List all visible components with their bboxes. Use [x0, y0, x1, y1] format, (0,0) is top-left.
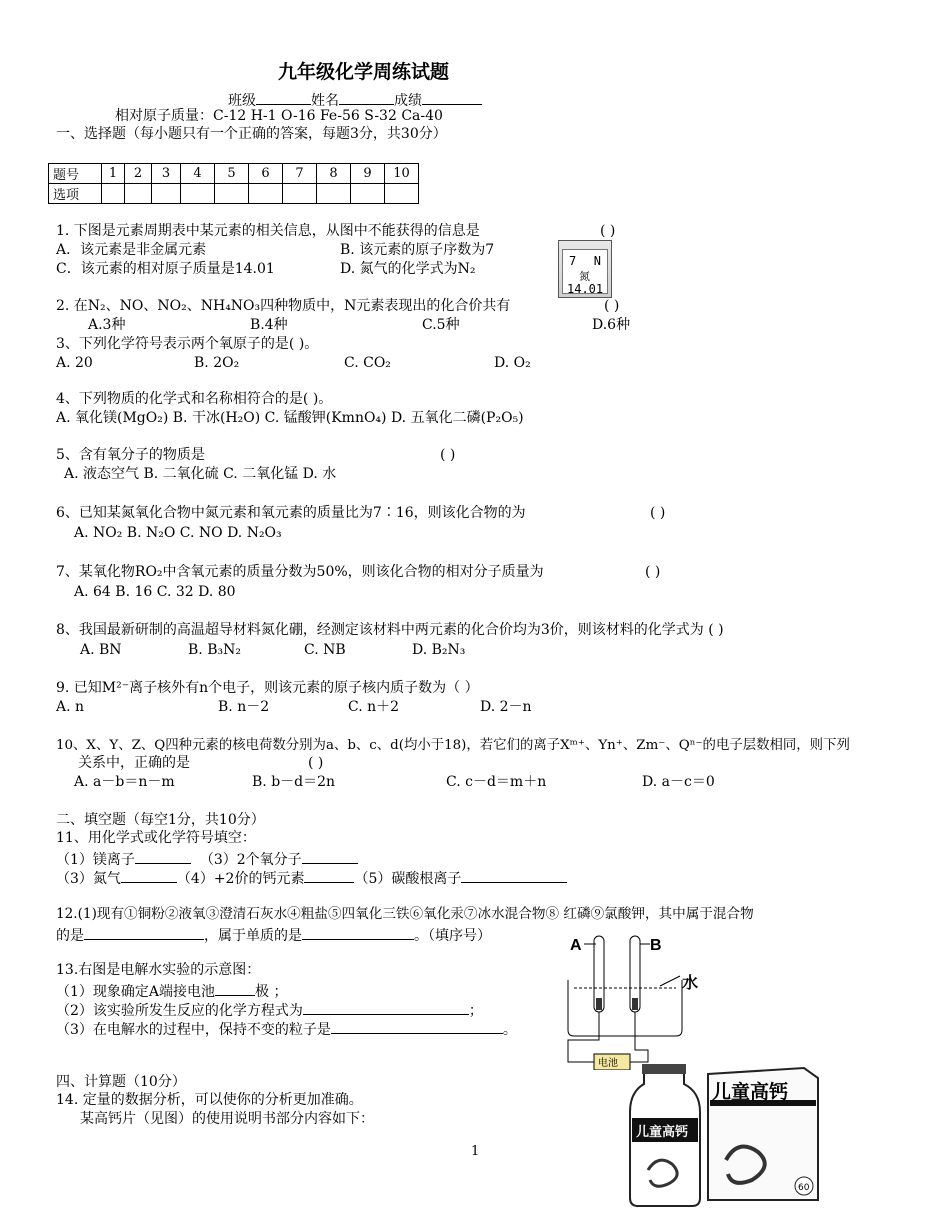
q10-stem: 10、X、Y、Z、Q四种元素的核电荷数分别为a、b、c、d(均小于18)，若它们的离子Xᵐ⁺、Yn⁺、Zm⁻、Qⁿ⁻的电子层数相同，则下列: [56, 738, 850, 753]
answer-cell[interactable]: [283, 184, 317, 204]
q1-paren: ( ): [600, 223, 616, 239]
table-cell-number: 1: [102, 164, 125, 184]
table-cell-number: 4: [181, 164, 215, 184]
q9-option-a: A. n: [56, 699, 85, 715]
q6-stem: 6、已知某氮氧化合物中氮元素和氧元素的质量比为7∶16，则该化合物的为: [56, 505, 526, 521]
q11-label-4: （4）+2价的钙元素: [176, 871, 305, 887]
table-row-answers: [49, 184, 419, 204]
q2-option-b: B.4种: [250, 317, 288, 333]
q13-label-1: （1）现象确定A端接电池: [56, 984, 216, 1000]
q8-option-d: D. B₂N₃: [412, 642, 466, 658]
table-cell-number: 10: [385, 164, 419, 184]
q1-option-d: D. 氮气的化学式为N₂: [340, 261, 476, 277]
q14-stem-2: 某高钙片（见图）的使用说明书部分内容如下：: [80, 1111, 374, 1127]
answer-cell[interactable]: [125, 184, 152, 204]
name-blank[interactable]: [339, 90, 394, 105]
answer-blank[interactable]: [84, 925, 204, 940]
score-label: 成绩: [394, 93, 422, 109]
class-label: 班级: [228, 93, 256, 109]
q3-option-c: C. CO₂: [344, 355, 391, 371]
q8-option-a: A. BN: [80, 642, 122, 658]
q9-option-c: C. n＋2: [348, 699, 400, 715]
q7-stem: 7、某氧化物RO₂中含氧元素的质量分数为50%，则该化合物的相对分子质量为: [56, 564, 544, 580]
q11-label-2: （3）2个氧分子: [199, 852, 302, 868]
answer-cell[interactable]: [385, 184, 419, 204]
q4-options: A. 氧化镁(MgO₂) B. 干冰(H₂O) C. 锰酸钾(KmnO₄) D. 五氧化二磷(P₂O₅): [56, 410, 524, 426]
page-number: 1: [471, 1144, 480, 1159]
atomic-mass-line: 相对原子质量：C-12 H-1 O-16 Fe-56 S-32 Ca-40: [115, 108, 443, 124]
answer-table: [48, 163, 419, 204]
q2-option-d: D.6种: [592, 317, 631, 333]
answer-blank[interactable]: [121, 868, 177, 883]
bottle-cap-icon: [642, 1064, 686, 1074]
box-product-name: 儿童高钙: [712, 1081, 789, 1103]
q13-label-2b: ；: [468, 1003, 483, 1019]
table-cell-number: 8: [317, 164, 351, 184]
table-cell-number: 6: [249, 164, 283, 184]
q13-label-2: （2）该实验所发生反应的化学方程式为: [56, 1003, 303, 1019]
element-number: 7: [569, 254, 577, 268]
q1-option-b: B. 该元素的原子序数为7: [340, 242, 495, 258]
q12-label-3: 。（填序号）: [414, 928, 491, 944]
label-b: B: [650, 937, 662, 954]
q5-paren: ( ): [440, 447, 456, 463]
q6-options: A. NO₂ B. N₂O C. NO D. N₂O₃: [74, 525, 282, 541]
q8-option-c: C. NB: [304, 642, 346, 658]
q2-option-c: C.5种: [422, 317, 460, 333]
q2-paren: ( ): [604, 298, 620, 314]
element-name: 氮: [579, 270, 590, 283]
answer-cell[interactable]: [249, 184, 283, 204]
q12-label-2: ，属于单质的是: [204, 928, 302, 944]
q11-label-3: （3）氮气: [56, 871, 121, 887]
q5-stem: 5、含有氧分子的物质是: [56, 447, 205, 463]
q7-paren: ( ): [645, 564, 661, 580]
q12-line1: 12.(1)现有①铜粉②液氧③澄清石灰水④粗盐⑤四氧化三铁⑥氧化汞⑦冰水混合物⑧ 红磷⑨氯酸钾，其中属于混合物: [56, 906, 754, 922]
q10-option-b: B. b－d＝2n: [252, 774, 336, 790]
q2-stem: 2. 在N₂、NO、NO₂、NH₄NO₃四种物质中，N元素表现出的化合价共有: [56, 298, 511, 314]
table-cell-number: 3: [152, 164, 181, 184]
answer-blank[interactable]: [302, 925, 414, 940]
q10-stem-2: 关系中，正确的是: [78, 755, 190, 771]
electrode-b: [632, 998, 638, 1010]
answer-blank[interactable]: [215, 981, 255, 996]
q9-option-b: B. n－2: [218, 699, 270, 715]
q5-options: A. 液态空气 B. 二氧化硫 C. 二氧化锰 D. 水: [64, 466, 337, 482]
answer-cell[interactable]: [102, 184, 125, 204]
table-row-numbers: [49, 164, 419, 184]
water-pointer: [660, 976, 680, 986]
q12-label-1: 的是: [56, 928, 84, 944]
table-header-number: 题号: [49, 164, 102, 184]
q1-stem: 1. 下图是元素周期表中某元素的相关信息，从图中不能获得的信息是: [56, 223, 480, 239]
q13-label-3: （3）在电解水的过程中，保持不变的粒子是: [56, 1022, 331, 1038]
answer-blank[interactable]: [303, 1000, 469, 1015]
q11-line2: [56, 868, 567, 888]
q14-stem: 14. 定量的数据分析，可以使你的分析更加准确。: [56, 1092, 363, 1108]
element-card: [558, 240, 612, 298]
section4-heading: 四、计算题（10分）: [56, 1074, 186, 1090]
page-title: 九年级化学周练试题: [278, 61, 450, 83]
table-cell-number: 7: [283, 164, 317, 184]
table-header-option: 选项: [49, 184, 102, 204]
q10-option-c: C. c－d＝m＋n: [446, 774, 547, 790]
element-mass: 14.01: [567, 282, 604, 296]
q13-line3: [56, 1019, 517, 1039]
table-cell-number: 5: [215, 164, 249, 184]
q13-label-3b: 。: [502, 1022, 517, 1038]
q13-label-1b: 极 ；: [255, 984, 288, 1000]
student-info: [228, 90, 482, 110]
label-a: A: [570, 937, 582, 954]
answer-cell[interactable]: [152, 184, 181, 204]
q7-options: A. 64 B. 16 C. 32 D. 80: [74, 584, 236, 600]
product-count: 60: [798, 1183, 810, 1193]
table-cell-number: 9: [351, 164, 385, 184]
element-symbol: N: [593, 254, 601, 268]
answer-cell[interactable]: [317, 184, 351, 204]
q10-option-a: A. a－b＝n－m: [74, 774, 175, 790]
q3-option-a: A. 20: [56, 355, 93, 371]
score-blank[interactable]: [422, 90, 482, 105]
q3-option-b: B. 2O₂: [194, 355, 240, 371]
q11-label-1: （1）镁离子: [56, 852, 135, 868]
q3-option-d: D. O₂: [494, 355, 531, 371]
section1-heading: 一、选择题（每小题只有一个正确的答案，每题3分，共30分）: [56, 126, 447, 142]
answer-blank[interactable]: [461, 868, 567, 883]
q11-stem: 11、用化学式或化学符号填空：: [56, 830, 256, 846]
bottle-product-name: 儿童高钙: [636, 1125, 689, 1140]
electrolysis-diagram: [560, 932, 710, 1070]
answer-cell[interactable]: [351, 184, 385, 204]
wire-b: [630, 1012, 648, 1062]
q6-paren: ( ): [650, 505, 666, 521]
answer-cell[interactable]: [181, 184, 215, 204]
q9-option-d: D. 2－n: [480, 699, 532, 715]
q1-option-c: C．该元素的相对原子质量是14.01: [56, 261, 275, 277]
q13-line2: [56, 1000, 483, 1020]
answer-blank[interactable]: [304, 868, 354, 883]
q3-stem: 3、下列化学符号表示两个氧原子的是( )。: [56, 336, 319, 352]
q4-stem: 4、下列物质的化学式和名称相符合的是( )。: [56, 391, 333, 407]
q10-paren: ( ): [308, 755, 324, 771]
name-label: 姓名: [311, 93, 339, 109]
q8-option-b: B. B₃N₂: [188, 642, 241, 658]
label-water: 水: [682, 975, 699, 992]
calcium-product-image: [628, 1060, 824, 1210]
class-blank[interactable]: [256, 90, 311, 105]
answer-blank[interactable]: [331, 1019, 503, 1034]
q13-line1: [56, 981, 287, 1001]
q2-option-a: A.3种: [88, 317, 126, 333]
q11-line1: [56, 849, 358, 869]
table-cell-number: 2: [125, 164, 152, 184]
answer-blank[interactable]: [135, 849, 191, 864]
q10-option-d: D. a－c＝0: [642, 774, 715, 790]
answer-cell[interactable]: [215, 184, 249, 204]
section2-heading: 二、填空题（每空1分，共10分）: [56, 812, 265, 828]
electrode-a: [596, 998, 602, 1010]
q1-option-a: A．该元素是非金属元素: [56, 242, 207, 258]
q11-label-5: （5）碳酸根离子: [354, 871, 462, 887]
q8-stem: 8、我国最新研制的高温超导材料氮化硼，经测定该材料中两元素的化合价均为3价，则该材料的化学式为 ( ): [56, 622, 724, 638]
answer-blank[interactable]: [302, 849, 358, 864]
q13-stem: 13.右图是电解水实验的示意图：: [56, 962, 261, 978]
q9-stem: 9. 已知M²⁻离子核外有n个电子，则该元素的原子核内质子数为（ ）: [56, 680, 479, 696]
q12-line2: [56, 925, 491, 945]
element-card-face: [562, 249, 608, 294]
label-battery: 电池: [598, 1058, 618, 1069]
